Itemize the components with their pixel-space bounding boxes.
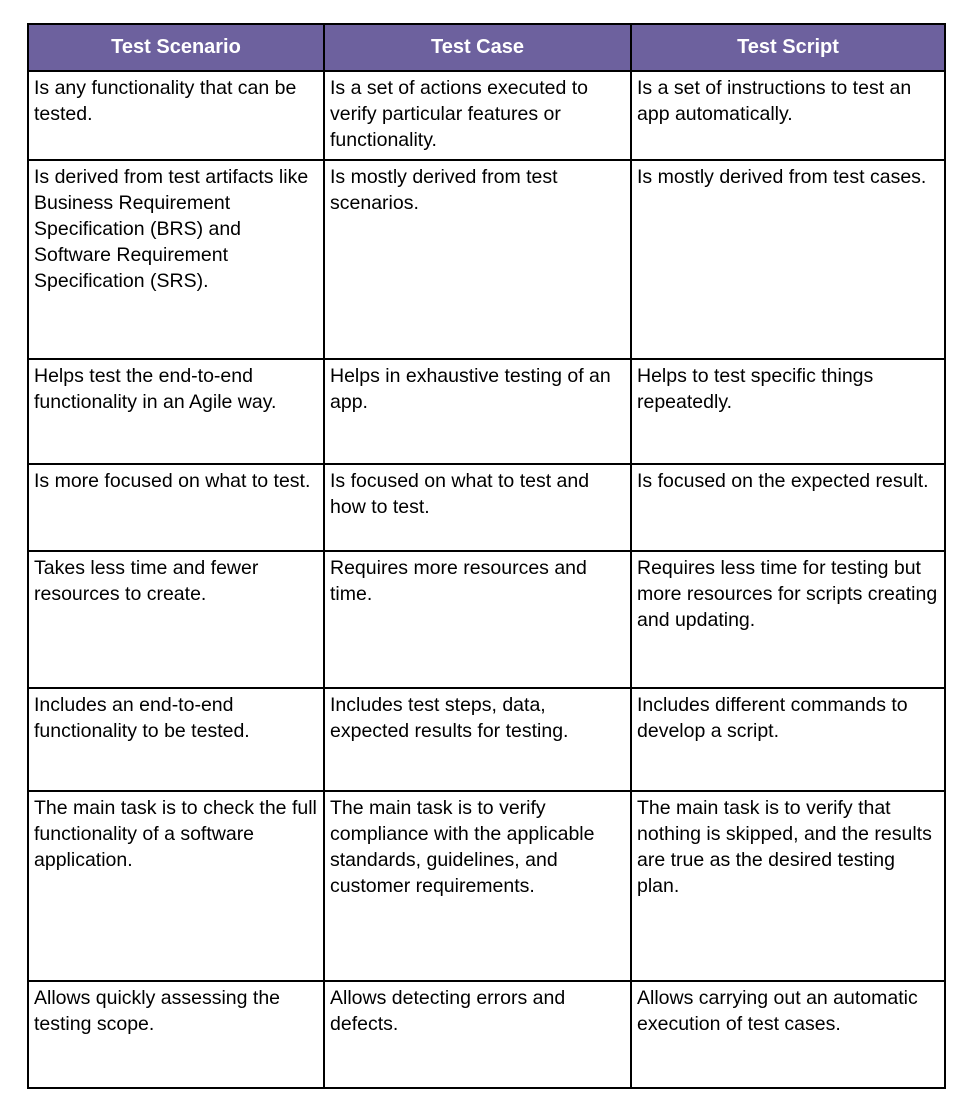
column-header: Test Script — [631, 24, 945, 71]
table-row — [28, 791, 945, 981]
table-cell: The main task is to verify compliance with the applicable standards, guidelines, and customer requirements. — [324, 791, 631, 981]
comparison-table — [27, 23, 946, 1089]
table-body — [28, 71, 945, 1088]
table-cell: Is derived from test artifacts like Business Requirement Specification (BRS) and Software Requirement Specification (SRS). — [28, 160, 324, 359]
table-cell: Includes an end-to-end functionality to be tested. — [28, 688, 324, 791]
table-cell: Includes test steps, data, expected results for testing. — [324, 688, 631, 791]
table-row — [28, 688, 945, 791]
table-row — [28, 981, 945, 1088]
table-cell: Allows carrying out an automatic execution of test cases. — [631, 981, 945, 1088]
table-cell: Is mostly derived from test scenarios. — [324, 160, 631, 359]
table-row — [28, 160, 945, 359]
table-cell: Takes less time and fewer resources to create. — [28, 551, 324, 688]
table-cell: Helps test the end-to-end functionality in an Agile way. — [28, 359, 324, 464]
table-cell: Is any functionality that can be tested. — [28, 71, 324, 160]
table-cell: The main task is to verify that nothing is skipped, and the results are true as the desired testing plan. — [631, 791, 945, 981]
table-cell: Is focused on the expected result. — [631, 464, 945, 551]
header-row — [28, 24, 945, 71]
table-row — [28, 359, 945, 464]
table-cell: Includes different commands to develop a script. — [631, 688, 945, 791]
table-cell: Requires less time for testing but more resources for scripts creating and updating. — [631, 551, 945, 688]
table-cell: Is a set of instructions to test an app automatically. — [631, 71, 945, 160]
table-cell: Allows detecting errors and defects. — [324, 981, 631, 1088]
column-header: Test Scenario — [28, 24, 324, 71]
table-cell: The main task is to check the full functionality of a software application. — [28, 791, 324, 981]
table-row — [28, 464, 945, 551]
table-cell: Is focused on what to test and how to test. — [324, 464, 631, 551]
table-cell: Helps to test specific things repeatedly. — [631, 359, 945, 464]
table-cell: Requires more resources and time. — [324, 551, 631, 688]
table-cell: Is more focused on what to test. — [28, 464, 324, 551]
table-row — [28, 551, 945, 688]
table-cell: Is mostly derived from test cases. — [631, 160, 945, 359]
table-row — [28, 71, 945, 160]
table-cell: Is a set of actions executed to verify particular features or functionality. — [324, 71, 631, 160]
table-cell: Helps in exhaustive testing of an app. — [324, 359, 631, 464]
table-cell: Allows quickly assessing the testing scope. — [28, 981, 324, 1088]
column-header: Test Case — [324, 24, 631, 71]
